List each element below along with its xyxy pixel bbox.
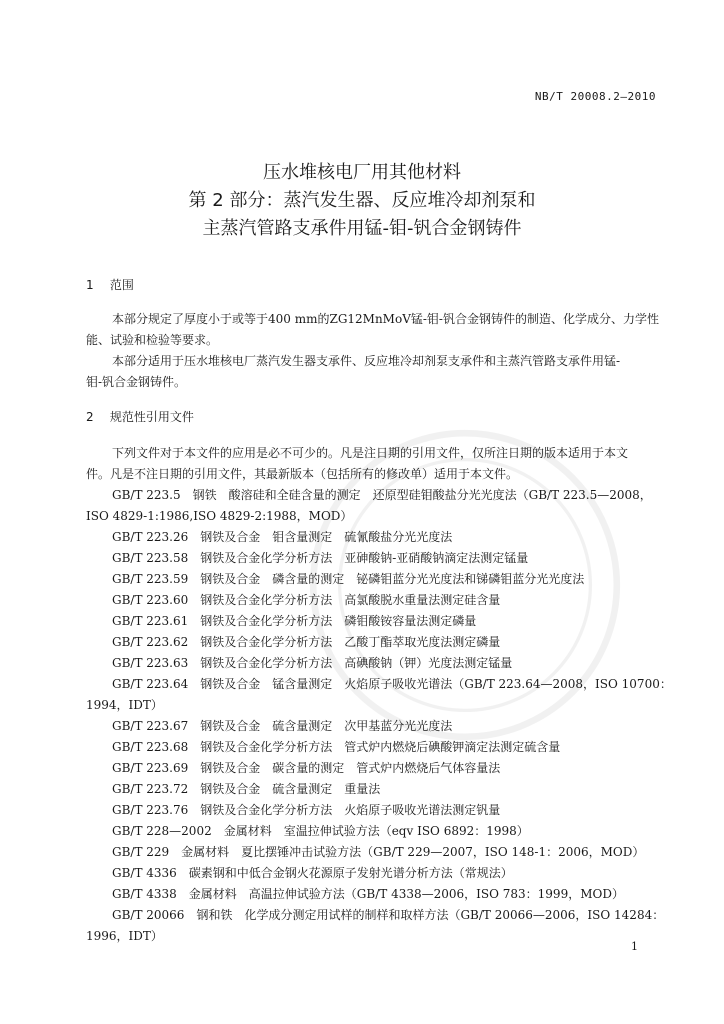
scope-paragraph-2-line-2: 钼-钒合金钢铸件。 <box>86 375 187 389</box>
title-line-2: 第 2 部分：蒸汽发生器、反应堆冷却剂泵和 <box>188 190 536 211</box>
scope-paragraph-1-line-1: 本部分规定了厚度小于或等于400 mm的ZG12MnMoV锰-钼-钒合金钢铸件的制造、化学成分、力学性 <box>112 312 659 326</box>
reference-item: GB/T 4338 金属材料 高温拉伸试验方法（GB/T 4338—2006，ISO 783：1999，MOD） <box>112 887 624 901</box>
section-1-heading <box>86 276 134 293</box>
reference-item: GB/T 223.76 钢铁及合金化学分析方法 火焰原子吸收光谱法测定钒量 <box>112 803 501 817</box>
reference-item: GB/T 223.69 钢铁及合金 碳含量的测定 管式炉内燃烧后气体容量法 <box>112 761 501 775</box>
page-number: 1 <box>631 940 638 953</box>
standard-code: NB/T 20008.2—2010 <box>534 90 656 103</box>
reference-item: GB/T 223.60 钢铁及合金化学分析方法 高氯酸脱水重量法测定硅含量 <box>112 593 501 607</box>
section-1-number: 1 <box>86 278 94 292</box>
reference-item: GB/T 223.72 钢铁及合金 硫含量测定 重量法 <box>112 782 381 796</box>
reference-item: GB/T 223.5 钢铁 酸溶硅和全硅含量的测定 还原型硅钼酸盐分光光度法（GB/T 223.5—2008， <box>112 488 652 502</box>
reference-item-continuation: ISO 4829-1:1986,ISO 4829-2:1988，MOD） <box>86 509 353 523</box>
reference-item: GB/T 223.59 钢铁及合金 磷含量的测定 铋磷钼蓝分光光度法和锑磷钼蓝分光光度法 <box>112 572 585 586</box>
scope-paragraph-1-line-2: 能、试验和检验等要求。 <box>86 333 219 347</box>
reference-item: GB/T 223.58 钢铁及合金化学分析方法 亚砷酸钠-亚硝酸钠滴定法测定锰量 <box>112 551 529 565</box>
reference-item: GB/T 223.26 钢铁及合金 钼含量测定 硫氰酸盐分光光度法 <box>112 530 453 544</box>
section-2-number: 2 <box>86 410 94 424</box>
reference-item: GB/T 223.61 钢铁及合金化学分析方法 磷钼酸铵容量法测定磷量 <box>112 614 477 628</box>
reference-item-continuation: 1994，IDT） <box>86 698 163 712</box>
reference-item: GB/T 4336 碳素钢和中低合金钢火花源原子发射光谱分析方法（常规法） <box>112 866 513 880</box>
title-line-3: 主蒸汽管路支承件用锰-钼-钒合金钢铸件 <box>202 218 522 239</box>
section-1-title: 范围 <box>109 278 134 292</box>
reference-item: GB/T 223.67 钢铁及合金 硫含量测定 次甲基蓝分光光度法 <box>112 719 453 733</box>
reference-item: GB/T 229 金属材料 夏比摆锤冲击试验方法（GB/T 229—2007，ISO 148-1：2006，MOD） <box>112 845 645 859</box>
reference-item: GB/T 223.68 钢铁及合金化学分析方法 管式炉内燃烧后碘酸钾滴定法测定硫含量 <box>112 740 561 754</box>
reference-item: GB/T 20066 钢和铁 化学成分测定用试样的制样和取样方法（GB/T 20066—2006，ISO 14284： <box>112 908 665 922</box>
section-2-heading <box>86 408 194 425</box>
section-2-title: 规范性引用文件 <box>109 410 194 424</box>
title-line-1: 压水堆核电厂用其他材料 <box>263 162 461 183</box>
scope-paragraph-2-line-1: 本部分适用于压水堆核电厂蒸汽发生器支承件、反应堆冷却剂泵支承件和主蒸汽管路支承件用锰- <box>112 354 621 368</box>
reference-item-continuation: 1996，IDT） <box>86 929 163 943</box>
reference-item: GB/T 223.62 钢铁及合金化学分析方法 乙酸丁酯萃取光度法测定磷量 <box>112 635 501 649</box>
refs-intro-line-2: 件。凡是不注日期的引用文件，其最新版本（包括所有的修改单）适用于本文件。 <box>86 467 519 481</box>
reference-item: GB/T 223.63 钢铁及合金化学分析方法 高碘酸钠（钾）光度法测定锰量 <box>112 656 513 670</box>
refs-intro-line-1: 下列文件对于本文件的应用是必不可少的。凡是注日期的引用文件，仅所注日期的版本适用于本文 <box>112 446 629 460</box>
reference-item: GB/T 228—2002 金属材料 室温拉伸试验方法（eqv ISO 6892：1998） <box>112 824 529 838</box>
reference-item: GB/T 223.64 钢铁及合金 锰含量测定 火焰原子吸收光谱法（GB/T 223.64—2008，ISO 10700： <box>112 677 672 691</box>
